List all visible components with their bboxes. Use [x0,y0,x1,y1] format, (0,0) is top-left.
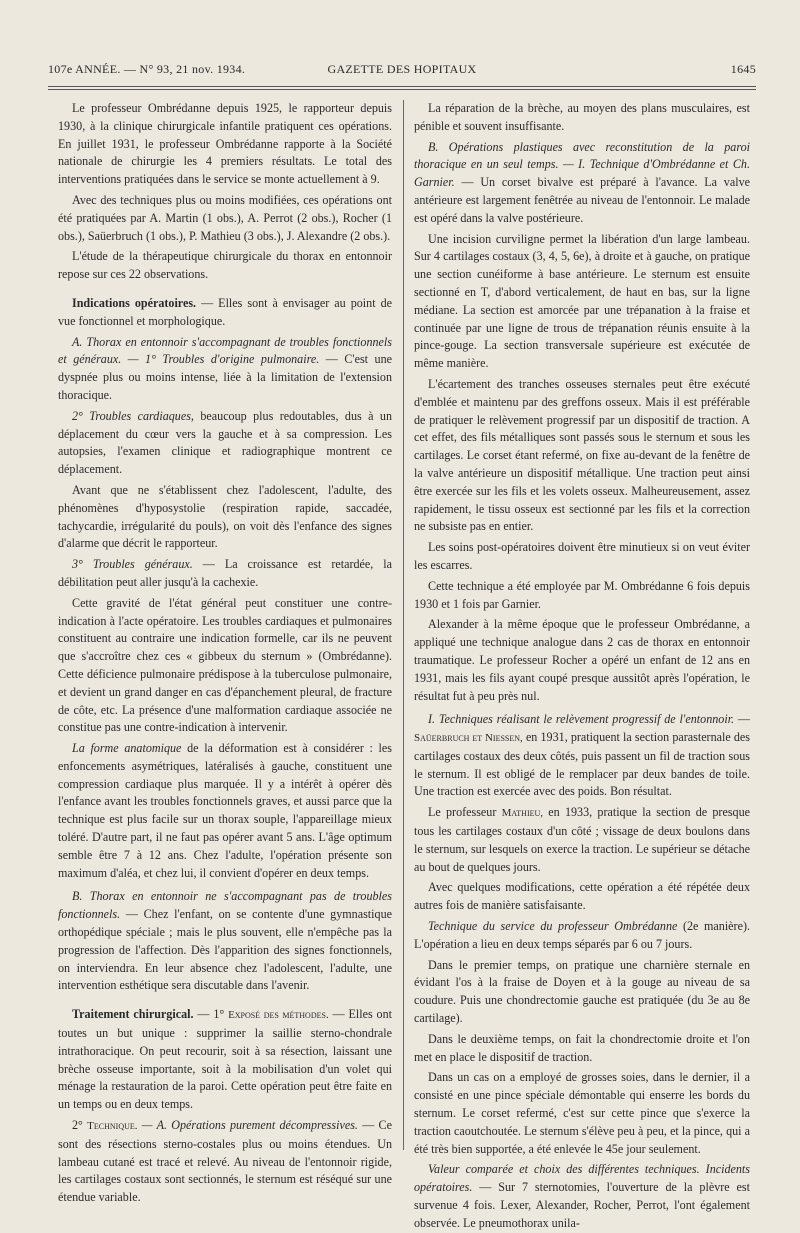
section-paragraph: Indications opératoires. — Elles sont à envisager au point de vue fonctionnel et morphologique. [58,295,392,328]
subsection-title: — A. Opérations purement décompressives. [137,1118,358,1133]
paragraph: B. Thorax en entonnoir ne s'accompagnant pas de troubles fonctionnels. — Chez l'enfant, on se contente d'une gymnastique orthopédique spéciale ; mais le plus souvent, elle n'empêche pas la progression de l'affection. Dès l'apparition des signes fonctionnels, on interviendra. En leur absence chez l'adolescent, l'adulte, une intervention esthétique sera discutable dans l'avenir. [58,889,392,993]
section-title: Indications opératoires. [72,295,197,310]
header-rule-top [48,86,756,87]
subsection-title: I. Techniques réalisant le relèvement progressif de l'entonnoir. [428,712,735,727]
paragraph: Alexander à la même époque que le professeur Ombrédanne, a appliqué une technique analogue dans 2 cas de thorax en entonnoir traumatique. Le professeur Rocher a opéré un enfant de 12 ans en 1931, mais les fils ayant coupé presque aussitôt après l'opération, le résultat fut à peu près nul. [414,617,750,703]
paragraph: Dans le premier temps, on pratique une charnière sternale en évidant l'os à la fraise de Doyen et à la gouge au niveau de sa coudure. Puis une chondrectomie gauche est pratiquée (du 3e au 8e cartilage). [414,957,750,1026]
section-title: Traitement chirurgical. [72,1007,194,1022]
paragraph: 3° Troubles généraux. — La croissance est retardée, la débilitation peut aller jusqu'à la cachexie. [58,557,392,589]
header-rule-bottom [48,89,756,90]
paragraph: B. Opérations plastiques avec reconstitution de la paroi thoracique en un seul temps. — I. Technique d'Ombrédanne et Ch. Garnier. — Un corset bivalve est préparé à l'avance. La valve antérieure est largement fenêtrée au niveau de l'entonnoir. Le malade est opéré dans la valve postérieure. [414,139,750,225]
paragraph: A. Thorax en entonnoir s'accompagnant de troubles fonctionnels et généraux. — 1° Troubles d'origine pulmonaire. — C'est une dyspnée plus ou moins intense, liée à la limitation de l'extension thoracique. [58,334,392,402]
paragraph: Technique du service du professeur Ombrédanne (2e manière). L'opération a lieu en deux temps séparés par 6 ou 7 jours. [414,919,750,951]
subsection-title: B. Thorax en entonnoir ne s'accompagnant pas de troubles fonctionnels. [58,889,392,922]
paragraph: Les soins post-opératoires doivent être minutieux si on veut éviter les escarres. [414,540,750,572]
subsection-title: 3° Troubles généraux. [72,557,193,572]
paragraph: 2° Troubles cardiaques, beaucoup plus redoutables, dus à un déplacement du cœur vers la gauche et à sa compression. Les autopsies, l'examen clinique et radiographique montrent ce déplacement. [58,408,392,477]
paragraph: Le professeur Mathieu, en 1933, pratique la section de presque tous les cartilages costaux d'un côté ; vissage de deux boulons dans le sternum, sur lesquels on exerce la traction. Le supérieur se détache au bout de quelques jours. [414,805,750,874]
paragraph: L'écartement des tranches osseuses sternales peut être exécuté d'emblée et maintenu par des greffons osseux. Mais il est préférable de pratiquer le relèvement progressif par un dispositif de traction. A cet effet, des fils métalliques sont passés sous le sternum et sous les cartilages. Le corset étant refermé, on fixe au-devant de la fenêtre de la valve antérieure un dispositif métallique. Une traction peut ainsi être exercée sur les fils et les volets osseux. Malheureusement, assez rapidement, le tissu osseux est sectionné par les fils et la correction ne subsiste pas en entier. [414,376,750,534]
author-names: Saüerbruch et Niessen, [414,732,523,745]
paragraph: La réparation de la brèche, au moyen des plans musculaires, est pénible et souvent insuffisante. [414,101,750,133]
journal-title: GAZETTE DES HOPITAUX [327,62,477,76]
paragraph: 2° Technique. — A. Opérations purement décompressives. — Ce sont des résections sterno-costales plus ou moins étendues. Un lambeau cutané est tracé et relevé. Au niveau de l'entonnoir rigide, les cartilages costaux sont sectionnés, le sternum est réséqué sur une étendue variable. [58,1118,392,1205]
paragraph: Avant que ne s'établissent chez l'adolescent, l'adulte, des phénomènes d'hyposystolie (respiration rapide, saccadée, tachycardie, irrégularité du pouls), on voit dès l'enfance des signes d'alarme que décrit le rapporteur. [58,482,392,551]
paragraph: Une incision curviligne permet la libération d'un large lambeau. Sur 4 cartilages costaux (3, 4, 5, 6e), à droite et à gauche, on pratique une section cunéiforme à base antérieure. Le sternum est ensuite sectionné en T, d'abord verticalement, de haut en bas, sur la ligne médiane. La section est amorcée par une trépanation à la fraise et continuée par une ligne de trous de trépanation réunis ensuite à la pince-gouge. La section transversale supérieure est exécutée de même manière. [414,231,750,371]
paragraph: Avec quelques modifications, cette opération a été répétée deux autres fois de manière satisfaisante. [414,880,750,913]
subsection-title: B. Opérations plastiques avec reconstitution de la paroi thoracique en un seul temps. — I. Technique d'Ombrédanne et Ch. Garnier. [414,139,750,190]
right-column [414,100,750,1230]
column-divider [403,100,404,1150]
page-number: 1645 [730,62,756,76]
subsection-title: Technique du service du professeur Ombrédanne [428,919,678,934]
left-column [58,100,392,1205]
paragraph: La forme anatomique de la déformation est à considérer : les enfoncements asymétriques, latéralisés à gauche, constituent une compression cardiaque plus marquée. Il y a intérêt à opérer dès l'enfance avant les troubles fonctionnels graves, et aussi parce que la technique est plus facile sur un thorax souple, l'appareillage mieux toléré. D'autre part, il ne faut pas opérer avant 5 ans. L'âge optimum semble être 7 à 12 ans. Chez l'adulte, l'opération présente son maximum d'aléa, et chez lui, il convient d'opérer en deux temps. [58,741,392,880]
author-name: Mathieu, [501,807,544,820]
subsection-title: Technique. [87,1120,138,1133]
section-paragraph: Traitement chirurgical. — 1° Exposé des méthodes. — Elles ont toutes un but unique : supprimer la saillie sterno-chondrale intrathoracique. On peut recourir, soit à sa résection, laissant une brèche osseuse importante, soit à la mobilisation d'un volet qui ménage la restauration de la paroi. Cette opération peut être faite en un temps ou en deux temps. [58,1007,392,1112]
paragraph: Avec des techniques plus ou moins modifiées, ces opérations ont été pratiquées par A. Martin (1 obs.), A. Perrot (2 obs.), Rocher (1 obs.), Saüerbruch (1 obs.), P. Mathieu (3 obs.), J. Alexandre (2 obs.). [58,192,392,243]
paragraph: Valeur comparée et choix des différentes techniques. Incidents opératoires. — Sur 7 sternotomies, l'ouverture de la plèvre est survenue 4 fois. Lexer, Alexander, Rocher, Perrot, l'ont également observée. Le pneumothorax unila- [414,1162,750,1230]
running-header [48,62,756,86]
issue-info: 107e ANNÉE. — N° 93, 21 nov. 1934. [48,62,246,76]
paragraph: Cette technique a été employée par M. Ombrédanne 6 fois depuis 1930 et 1 fois par Garnier. [414,578,750,611]
subsection-title: Exposé des méthodes. [228,1009,329,1022]
subsection-title: A. Thorax en entonnoir s'accompagnant de troubles fonctionnels et généraux. — 1° Troubles d'origine pulmonaire. [58,334,392,367]
subsection-title: La forme anatomique [72,741,182,756]
subsection-title: Valeur comparée et choix des différentes techniques. Incidents opératoires. [414,1162,750,1195]
paragraph: Dans le deuxième temps, on fait la chondrectomie droite et l'on met en place le dispositif de traction. [414,1031,750,1064]
paragraph: Dans un cas on a employé de grosses soies, dans le dernier, il a consisté en une pince spéciale démontable qui enserre les bords du sternum. Le corset refermé, c'est sur cette pince que s'exerce la traction caoutchoutée. Le sternum s'élève peu à peu, et la pince, qui a été très bien supportée, a été enlevée le 45e jour seulement. [414,1070,750,1156]
subsection-title: 2° Troubles cardiaques, [72,408,194,423]
paragraph: I. Techniques réalisant le relèvement progressif de l'entonnoir. — Saüerbruch et Niessen, en 1931, pratiquent la section parasternale des cartilages costaux des deux côtés, puis passent un fil de traction sous le sternum. Il est obligé de le remplacer par deux bandes de toile. Une traction est exercée avec des poids. Bon résultat. [414,712,750,799]
paragraph: Le professeur Ombrédanne depuis 1925, le rapporteur depuis 1930, à la clinique chirurgicale infantile pratiquent ces opérations. En juillet 1931, le professeur Ombrédanne rapporte à la Société nationale de chirurgie les 4 premiers résultats. Le total des interventions pratiquées dans le service se monte actuellement à 9. [58,101,392,187]
paragraph: L'étude de la thérapeutique chirurgicale du thorax en entonnoir repose sur ces 22 observations. [58,249,392,282]
paragraph: Cette gravité de l'état général peut constituer une contre-indication à l'acte opératoire. Les troubles cardiaques et pulmonaires constituent au contraire une indication formelle, car ils ne peuvent que s'accroître chez ces « gibbeux du sternum » (Ombrédanne). Cette déficience pulmonaire prédispose à la tuberculose pulmonaire, et devient un grand danger en cas d'épanchement pleural, de fracture de côte, etc. La présence d'une malformation cardiaque associée ne constitue pas une contre-indication à intervenir. [58,595,392,735]
